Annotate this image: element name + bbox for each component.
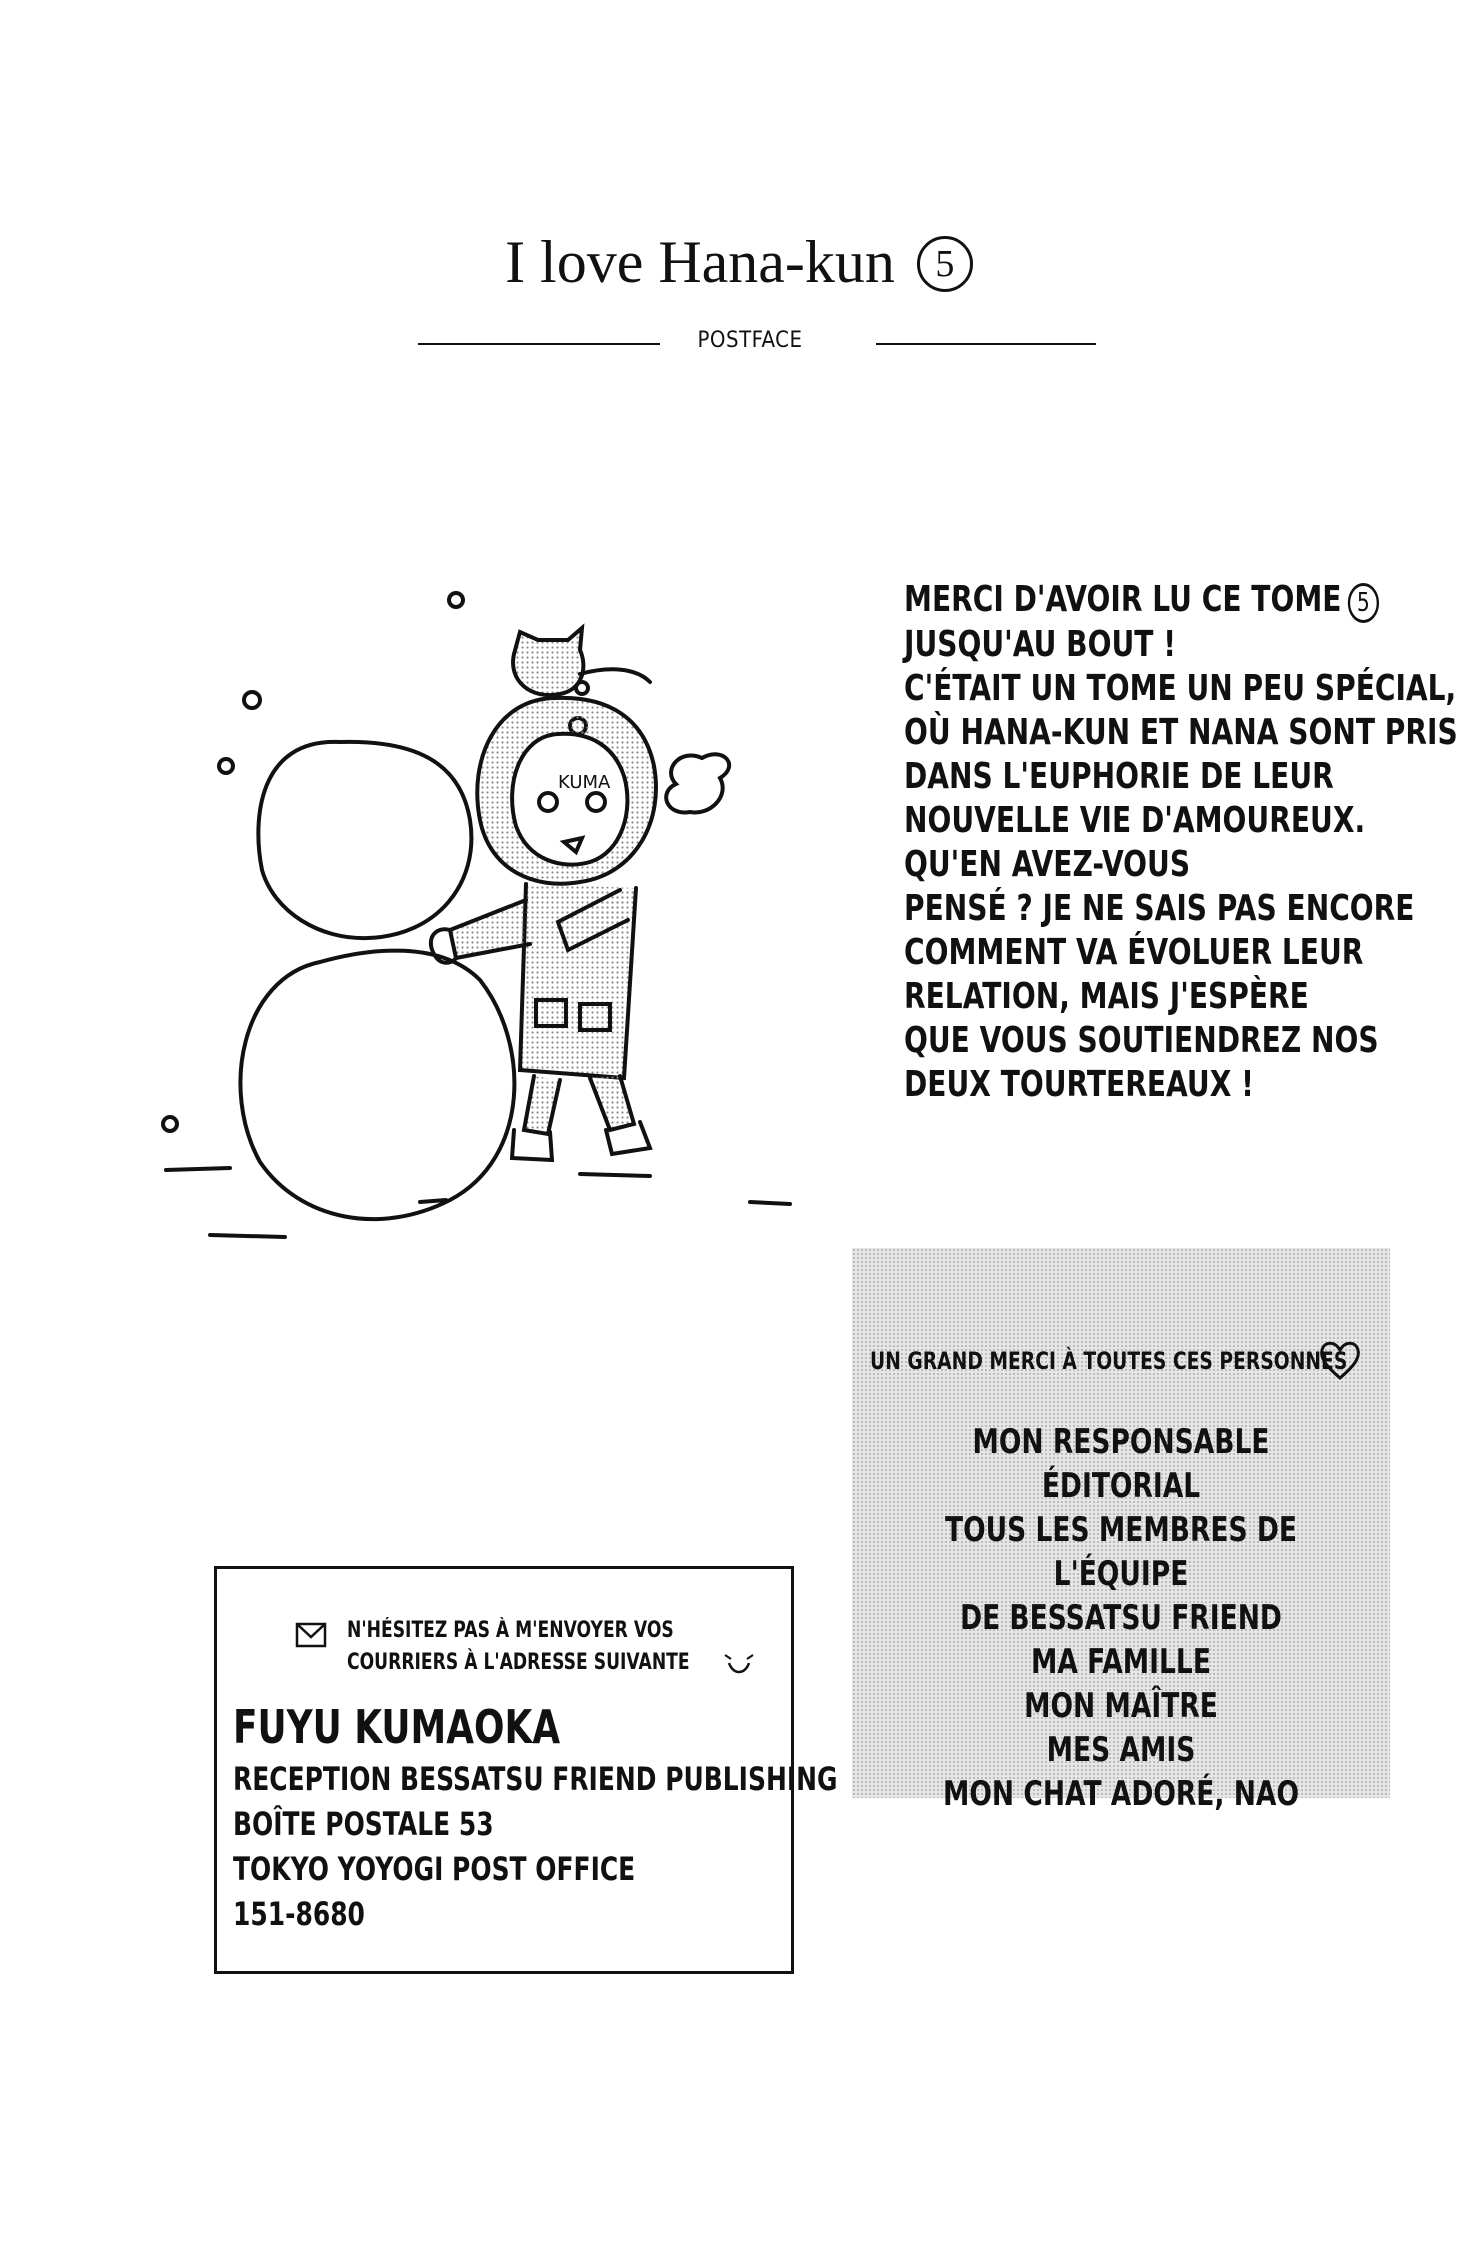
address-panel bbox=[214, 1566, 838, 1974]
message-line: JUSQU'AU BOUT ! bbox=[904, 624, 1177, 665]
message-line: DEUX TOURTEREAUX ! bbox=[904, 1064, 1254, 1105]
heart-icon bbox=[1318, 1338, 1362, 1382]
message-line: RELATION, MAIS J'ESPÈRE bbox=[904, 976, 1309, 1017]
message-volume-badge: 5 bbox=[1348, 583, 1379, 623]
address-line: RECEPTION BESSATSU FRIEND PUBLISHING bbox=[233, 1760, 838, 1798]
smile-icon bbox=[723, 1651, 755, 1677]
list-item: TOUS LES MEMBRES DE L'ÉQUIPE bbox=[945, 1510, 1297, 1594]
recipient-name: FUYU KUMAOKA bbox=[233, 1700, 561, 1754]
list-item: DE BESSATSU FRIEND bbox=[960, 1598, 1282, 1638]
address-line: 151-8680 bbox=[233, 1895, 365, 1933]
list-item: MON RESPONSABLE ÉDITORIAL bbox=[972, 1422, 1270, 1506]
message-line: OÙ HANA-KUN ET NANA SONT PRIS bbox=[904, 712, 1458, 753]
message-line: MERCI D'AVOIR LU CE TOME 5 bbox=[904, 578, 1458, 623]
snowman-illustration bbox=[150, 570, 840, 1250]
address-intro-line: COURRIERS À L'ADRESSE SUIVANTE bbox=[347, 1650, 690, 1675]
message-line: QUE VOUS SOUTIENDREZ NOS bbox=[904, 1020, 1379, 1061]
thanks-list bbox=[852, 1420, 1390, 1816]
address-intro bbox=[347, 1615, 690, 1679]
address-intro-line: N'HÉSITEZ PAS À M'ENVOYER VOS bbox=[347, 1618, 674, 1643]
address-lines bbox=[233, 1757, 838, 1937]
message-line: DANS L'EUPHORIE DE LEUR bbox=[904, 756, 1334, 797]
address-line: BOÎTE POSTALE 53 bbox=[233, 1805, 494, 1843]
envelope-icon bbox=[295, 1621, 327, 1649]
title-text: I love Hana-kun bbox=[505, 229, 895, 295]
thanks-heading: UN GRAND MERCI À TOUTES CES PERSONNES bbox=[870, 1347, 1348, 1375]
acknowledgements-panel bbox=[852, 1248, 1390, 1814]
list-item: MON MAÎTRE bbox=[1024, 1686, 1218, 1726]
title-rule-left bbox=[418, 343, 660, 345]
list-item: MA FAMILLE bbox=[1031, 1642, 1211, 1682]
address-line: TOKYO YOYOGI POST OFFICE bbox=[233, 1850, 636, 1888]
kuma-label: KUMA bbox=[558, 772, 611, 793]
snowman-head bbox=[258, 742, 471, 938]
snowman-body bbox=[240, 951, 514, 1220]
volume-number-badge: 5 bbox=[917, 236, 973, 292]
subtitle: POSTFACE bbox=[697, 328, 803, 353]
page-title bbox=[0, 222, 1478, 302]
afterword-message bbox=[904, 578, 1458, 1107]
message-line: PENSÉ ? JE NE SAIS PAS ENCORE bbox=[904, 888, 1415, 929]
list-item: MES AMIS bbox=[1046, 1730, 1196, 1770]
message-line: C'ÉTAIT UN TOME UN PEU SPÉCIAL, bbox=[904, 668, 1457, 709]
title-rule-right bbox=[876, 343, 1096, 345]
message-line: QU'EN AVEZ-VOUS bbox=[904, 844, 1191, 885]
message-line: NOUVELLE VIE D'AMOUREUX. bbox=[904, 800, 1366, 841]
message-line: COMMENT VA ÉVOLUER LEUR bbox=[904, 932, 1364, 973]
list-item: MON CHAT ADORÉ, NAO bbox=[942, 1774, 1299, 1814]
